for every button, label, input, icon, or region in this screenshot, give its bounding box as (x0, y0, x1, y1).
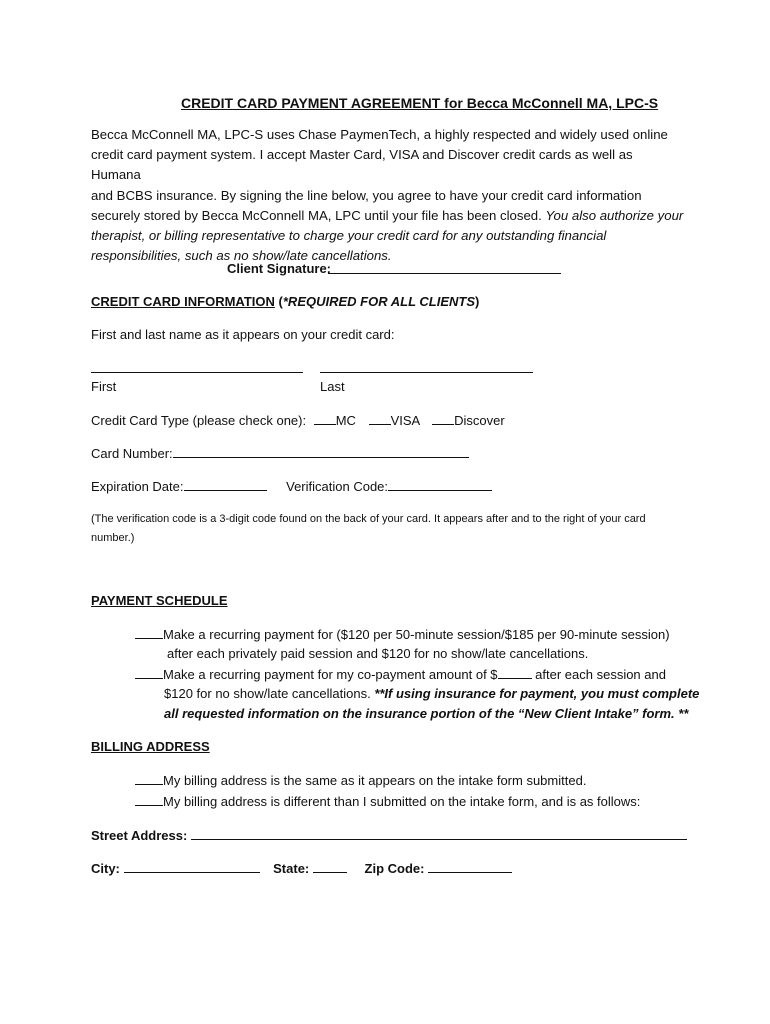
card-number-line[interactable] (173, 446, 469, 458)
verification-label: Verification Code: (286, 479, 389, 494)
intro-authorization-text: You also authorize your (545, 207, 684, 223)
intro-paragraph (91, 125, 686, 266)
payment-option-2 (135, 667, 666, 681)
billing-different-check-line[interactable] (135, 794, 163, 806)
page-title: CREDIT CARD PAYMENT AGREEMENT for Becca McConnell MA, LPC-S (181, 95, 659, 111)
intro-line: Becca McConnell MA, LPC-S uses Chase PaymenTech, a highly respected and widely used online (91, 127, 668, 142)
intro-line (91, 206, 686, 226)
payment-option-2-cont (164, 687, 699, 700)
billing-same-check-line[interactable] (135, 773, 163, 785)
mc-check-line[interactable] (314, 413, 336, 425)
insurance-note: **If using insurance for payment, you must complete (374, 686, 700, 701)
street-address-line[interactable] (191, 828, 687, 840)
paren: ) (475, 294, 480, 309)
city-state-zip-row (91, 861, 512, 875)
payment-schedule-heading: PAYMENT SCHEDULE (91, 593, 228, 608)
signature-label: Client Signature: (227, 261, 332, 276)
payment-option-1-cont: after each privately paid session and $120 for no show/late cancellations. (167, 646, 589, 661)
intro-line: credit card payment system. I accept Master Card, VISA and Discover credit cards as well as Humana (91, 147, 633, 183)
card-type-row (91, 413, 505, 427)
discover-check-line[interactable] (432, 413, 454, 425)
card-number-label: Card Number: (91, 446, 173, 461)
intro-line: and BCBS insurance. By signing the line below, you agree to have your credit card information (91, 187, 642, 203)
street-address-label: Street Address: (91, 828, 188, 843)
billing-same-text: My billing address is the same as it appears on the intake form submitted. (163, 773, 587, 788)
visa-option: VISA (390, 413, 420, 428)
billing-address-heading: BILLING ADDRESS (91, 739, 210, 754)
visa-check-line[interactable] (369, 413, 391, 425)
expiration-label: Expiration Date: (91, 479, 184, 494)
last-name-label: Last (320, 379, 345, 394)
discover-option: Discover (454, 413, 505, 428)
last-name-line[interactable] (320, 372, 533, 373)
billing-different-option (135, 794, 640, 808)
intro-line: therapist, or billing representative to charge your credit card for any outstanding financial (91, 228, 607, 244)
required-note: *REQUIRED FOR ALL CLIENTS (282, 294, 475, 309)
payment-option-2-text: Make a recurring payment for my co-payment amount of $ (163, 667, 498, 682)
name-prompt: First and last name as it appears on your credit card: (91, 327, 395, 342)
city-line[interactable] (124, 861, 260, 873)
expiration-row (91, 479, 492, 493)
billing-same-option (135, 773, 586, 787)
state-line[interactable] (313, 861, 347, 873)
paren: ( (274, 294, 283, 309)
mc-option: MC (335, 413, 356, 428)
card-type-label: Credit Card Type (please check one): (91, 413, 307, 428)
intro-text: securely stored by Becca McConnell MA, LPC until your file has been closed. (91, 207, 546, 223)
payment-option-2-fee: $120 for no show/late cancellations. (164, 686, 375, 701)
payment-option-1 (135, 627, 670, 641)
cc-info-heading (91, 295, 479, 308)
state-label: State: (273, 861, 310, 876)
card-number-row (91, 446, 469, 460)
intro-line: responsibilities, such as no show/late cancellations. (91, 248, 392, 264)
insurance-note-cont: all requested information on the insurance portion of the “New Client Intake” form. ** (164, 706, 689, 721)
verification-line[interactable] (388, 479, 492, 491)
cc-info-heading-text: CREDIT CARD INFORMATION (91, 294, 275, 309)
expiration-line[interactable] (184, 479, 267, 491)
billing-different-text: My billing address is different than I submitted on the intake form, and is as follows: (163, 794, 641, 809)
signature-line[interactable] (328, 273, 561, 274)
first-name-line[interactable] (91, 372, 303, 373)
first-name-label: First (91, 379, 117, 394)
zip-line[interactable] (428, 861, 512, 873)
payment-option-2-check-line[interactable] (135, 667, 163, 679)
street-address-row (91, 828, 687, 842)
verification-note: (The verification code is a 3-digit code found on the back of your card. It appears after and to the right of your card number.) (91, 513, 646, 544)
city-label: City: (91, 861, 120, 876)
copay-amount-line[interactable] (498, 667, 532, 679)
zip-label: Zip Code: (364, 861, 425, 876)
payment-option-1-check-line[interactable] (135, 627, 163, 639)
payment-option-1-text: Make a recurring payment for ($120 per 50-minute session/$185 per 90-minute session) (163, 627, 670, 642)
payment-option-2-text-b: after each session and (531, 667, 666, 682)
